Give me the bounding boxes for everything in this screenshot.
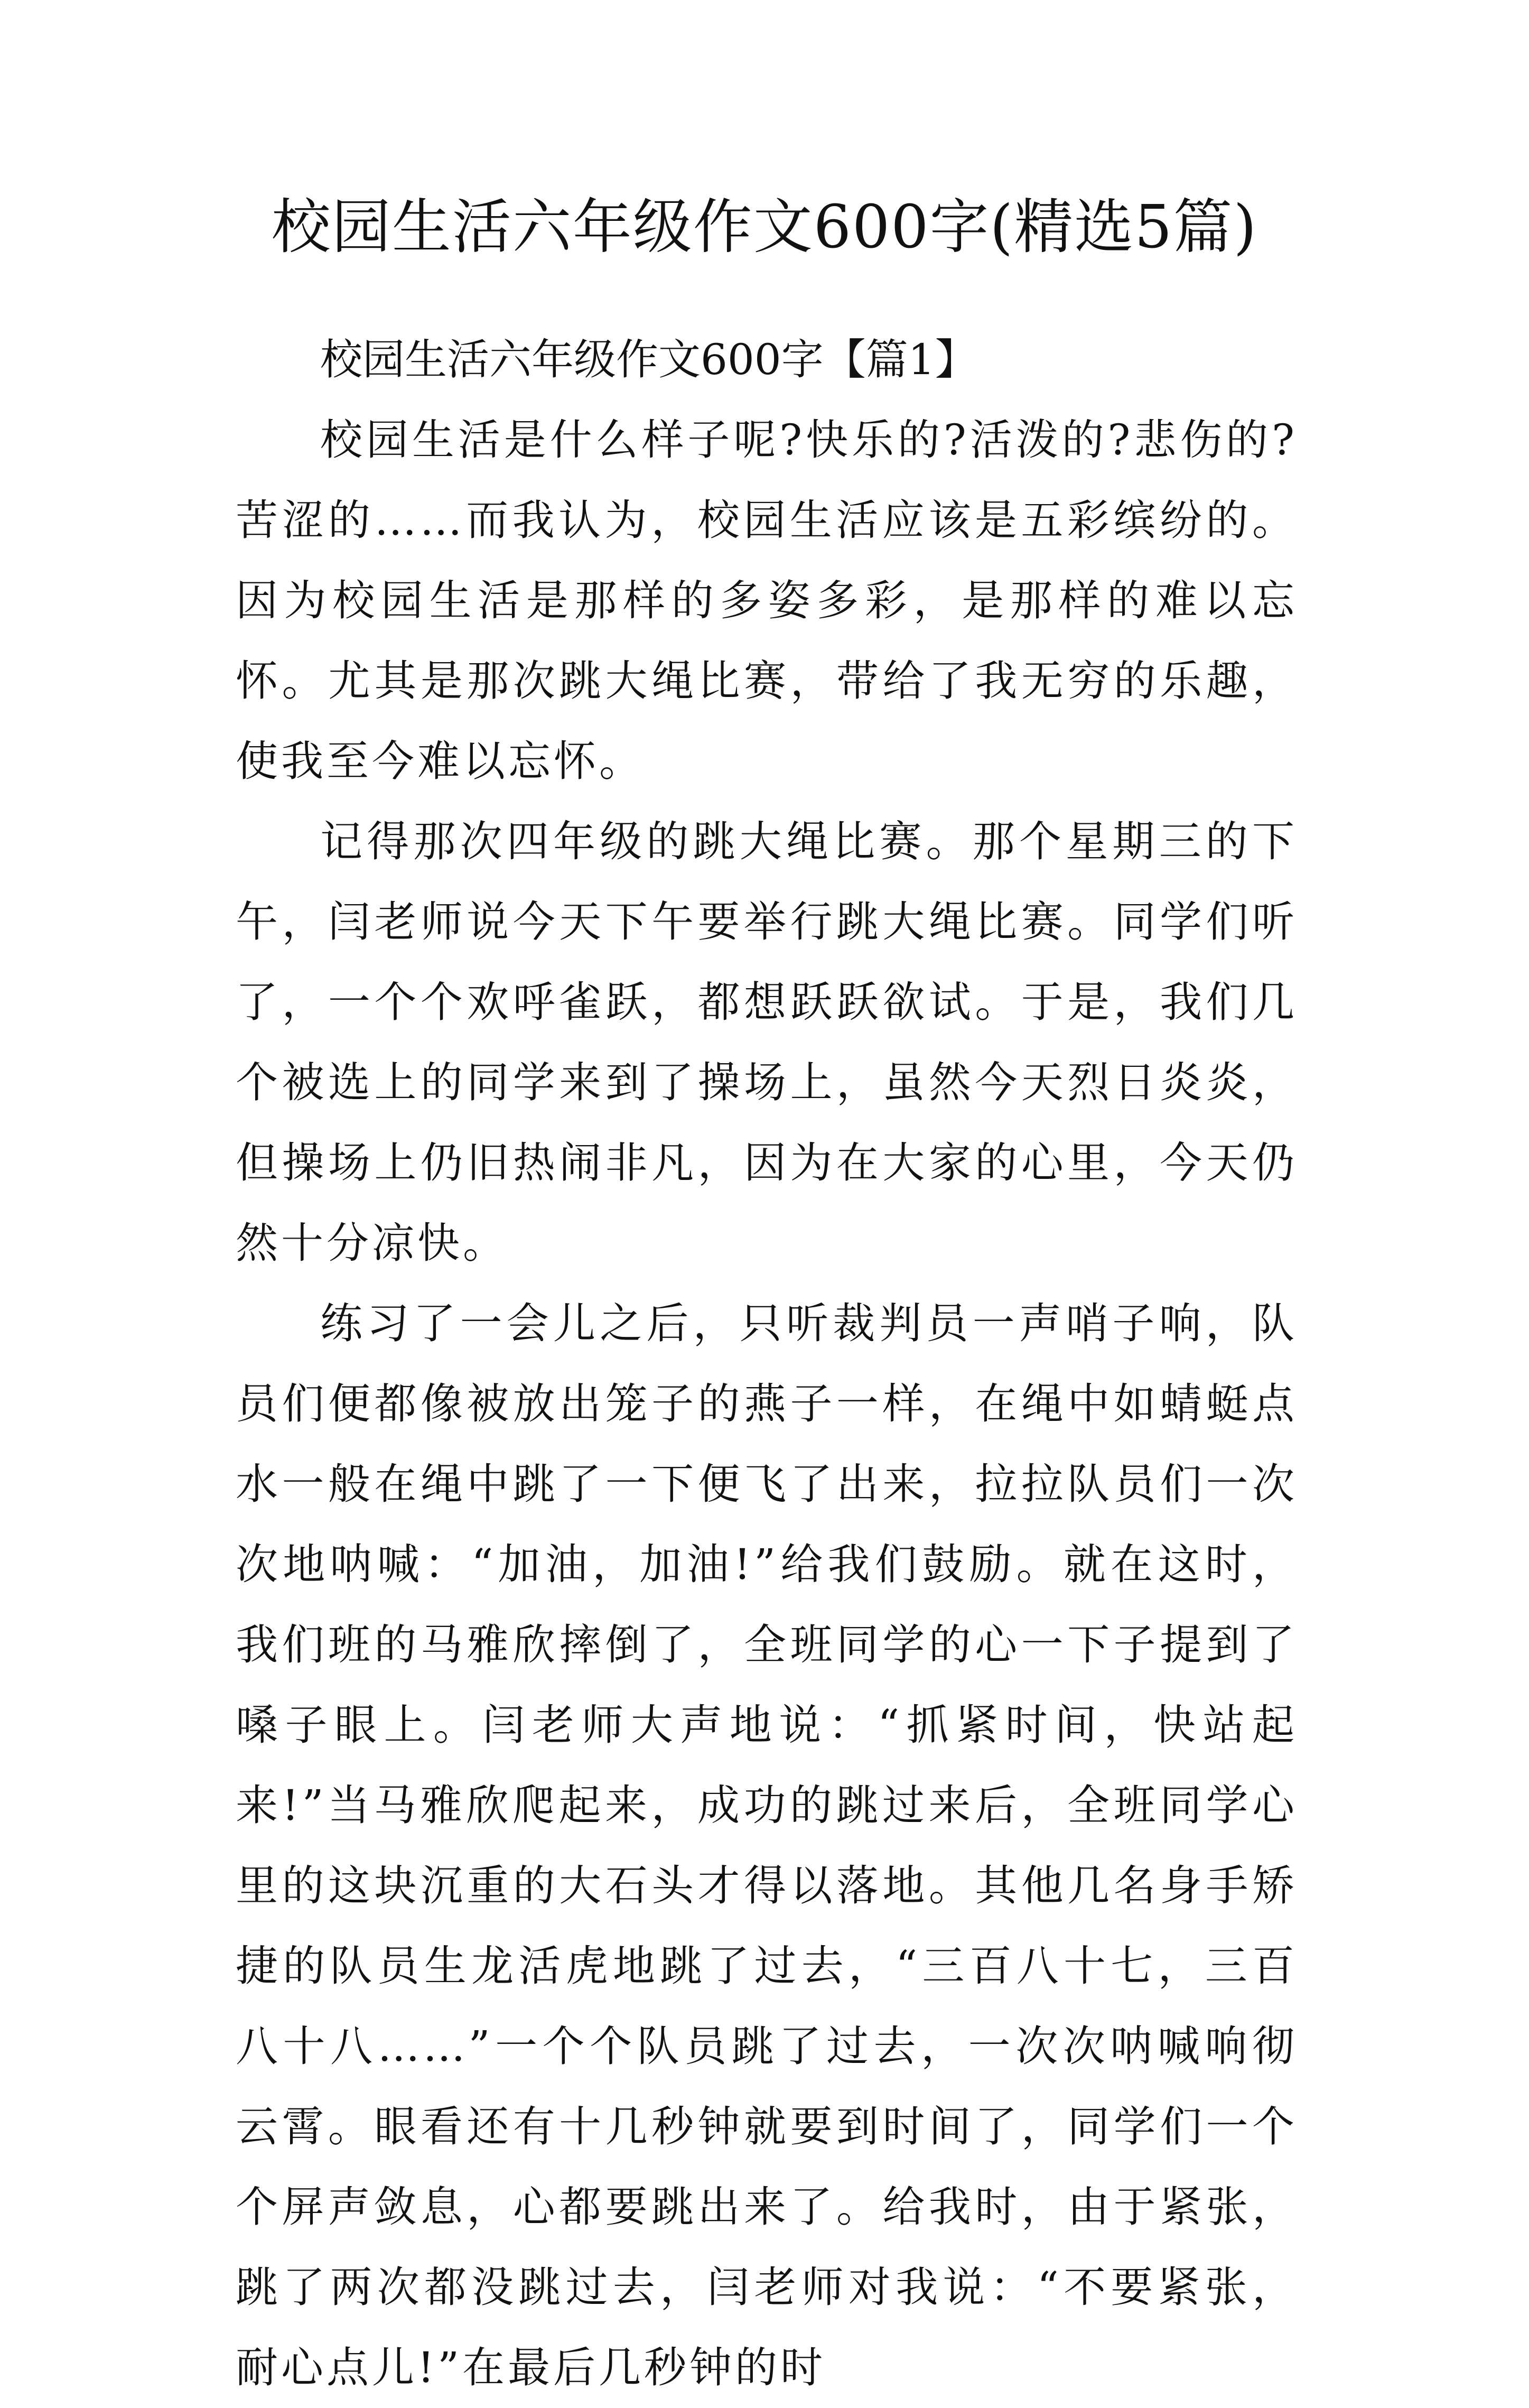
paragraph-2: 记得那次四年级的跳大绳比赛。那个星期三的下午，闫老师说今天下午要举行跳大绳比赛。同学们听了，一个个欢呼雀跃，都想跃跃欲试。于是，我们几个被选上的同学来到了操场上，虽然今天烈日炎炎，但操场上仍旧热闹非凡，因为在大家的心里，今天仍然十分凉快。: [236, 817, 1298, 1268]
section-heading: 校园生活六年级作文600字【篇1】: [320, 335, 977, 384]
document-body: [236, 320, 1298, 2408]
document-title: 校园生活六年级作文600字(精选5篇): [271, 193, 1258, 262]
paragraph-3: 练习了一会儿之后，只听裁判员一声哨子响，队员们便都像被放出笼子的燕子一样，在绳中如蜻蜓点水一般在绳中跳了一下便飞了出来，拉拉队员们一次次地呐喊：“加油，加油!”给我们鼓励。就在这时，我们班的马雅欣摔倒了，全班同学的心一下子提到了嗓子眼上。闫老师大声地说：“抓紧时间，快站起来!”当马雅欣爬起来，成功的跳过来后，全班同学心里的这块沉重的大石头才得以落地。其他几名身手矫捷的队员生龙活虎地跳了过去，“三百八十七，三百八十八……”一个个队员跳了过去，一次次呐喊响彻云霄。眼看还有十几秒钟就要到时间了，同学们一个个屏声敛息，心都要跳出来了。给我时，由于紧张，跳了两次都没跳过去，闫老师对我说：“不要紧张，耐心点儿!”在最后几秒钟的时: [236, 1299, 1298, 2392]
paragraph-1: 校园生活是什么样子呢?快乐的?活泼的?悲伤的?苦涩的……而我认为，校园生活应该是五彩缤纷的。因为校园生活是那样的多姿多彩，是那样的难以忘怀。尤其是那次跳大绳比赛，带给了我无穷的乐趣，使我至今难以忘怀。: [236, 415, 1298, 786]
